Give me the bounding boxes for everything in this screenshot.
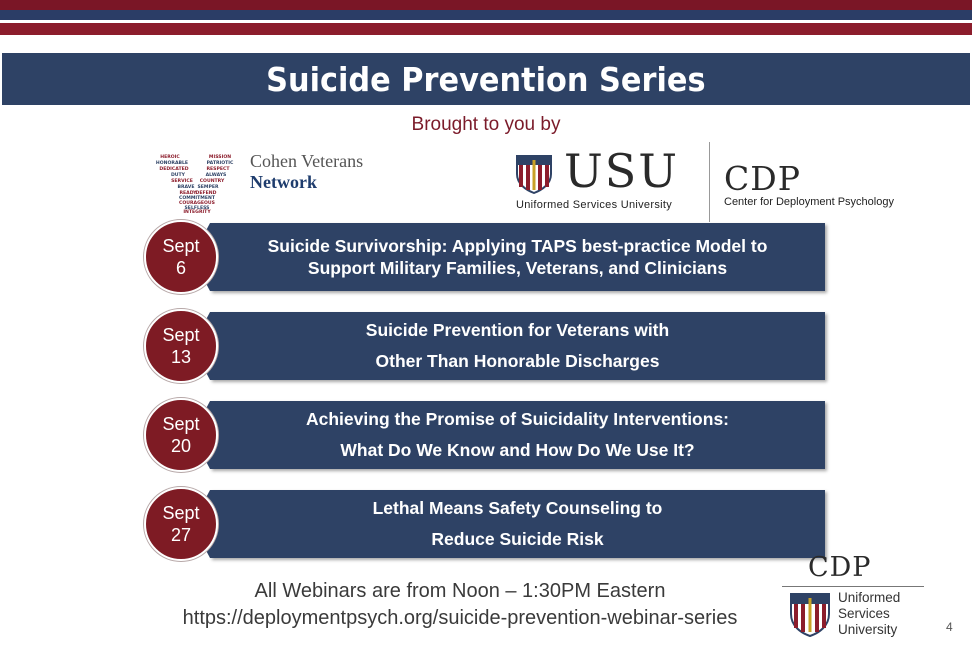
footer	[130, 578, 790, 632]
heart-word: HEROIC	[160, 155, 180, 160]
usu-subtitle: Uniformed Services University	[516, 199, 673, 211]
heart-word: RESPECT	[206, 167, 230, 172]
session-title-bar	[210, 312, 825, 380]
session-title-bar	[210, 490, 825, 558]
heart-word: COURAGEOUS	[179, 201, 215, 206]
heart-word: HONORABLE	[155, 161, 189, 166]
date-month: Sept	[162, 414, 200, 434]
heart-word: DEFEND	[195, 191, 217, 196]
date-badge	[144, 398, 218, 472]
corner-cdp-wordmark: CDP	[808, 552, 872, 583]
title-bar	[2, 53, 970, 105]
date-month: Sept	[162, 236, 200, 256]
date-day: 6	[175, 258, 186, 278]
webinar-time: All Webinars are from Noon – 1:30PM Eastern	[254, 580, 666, 602]
date-day: 27	[170, 525, 192, 545]
corner-usu-line3: University	[838, 622, 898, 637]
series-url[interactable]: https://deploymentpsych.org/suicide-prevention-webinar-series	[182, 607, 738, 629]
session-title-line1: Achieving the Promise of Suicidality Interventions:	[306, 409, 729, 429]
heart-word: MISSION	[208, 155, 232, 160]
cdp-logo	[724, 160, 894, 208]
heart-word: DUTY	[170, 173, 186, 178]
heart-word: SELFLESS	[184, 206, 210, 211]
top-stripe-red	[0, 23, 972, 35]
session-item	[140, 219, 830, 295]
date-badge	[144, 309, 218, 383]
session-title-line1: Suicide Survivorship: Applying TAPS best-practice Model to	[267, 236, 768, 256]
usu-shield-icon	[514, 154, 554, 194]
slide-title: Suicide Prevention Series	[266, 59, 706, 99]
cdp-usu-corner-logo	[782, 552, 932, 644]
heart-word: PATRIOTIC	[206, 161, 234, 166]
session-title-line1: Lethal Means Safety Counseling to	[372, 498, 663, 518]
session-title-line2: Reduce Suicide Risk	[431, 529, 604, 549]
heart-word: SERVICE	[171, 179, 193, 184]
date-badge	[144, 487, 218, 561]
cohen-veterans-network-logo	[148, 150, 398, 214]
session-item	[140, 308, 830, 384]
cdp-subtitle: Center for Deployment Psychology	[724, 196, 894, 208]
session-title-line2: Other Than Honorable Discharges	[375, 351, 660, 371]
cvn-name-line2: Network	[250, 172, 317, 192]
date-month: Sept	[162, 503, 200, 523]
heart-word-cloud-icon	[148, 150, 244, 214]
corner-rule	[782, 586, 924, 587]
session-title-line2: Support Military Families, Veterans, and Clinicians	[307, 258, 728, 278]
brought-to-you-by: Brought to you by	[411, 114, 561, 135]
heart-word: DEDICATED	[159, 167, 189, 172]
cvn-name-line1: Cohen Veterans	[250, 151, 364, 171]
heart-word: READY	[179, 191, 197, 196]
top-stripe-maroon	[0, 0, 972, 10]
page-number: 4	[946, 620, 953, 634]
cdp-wordmark: CDP	[724, 159, 801, 198]
heart-word: ALWAYS	[205, 173, 227, 178]
corner-usu-line2: Services	[838, 606, 890, 621]
heart-word: INTEGRITY	[183, 210, 211, 214]
date-month: Sept	[162, 325, 200, 345]
session-title-line2: What Do We Know and How Do We Use It?	[340, 440, 695, 460]
heart-word: BRAVE	[177, 185, 195, 190]
corner-usu-line1: Uniformed	[838, 590, 901, 605]
corner-usu-text	[838, 590, 900, 638]
usu-shield-icon	[788, 592, 832, 638]
heart-word: COUNTRY	[199, 179, 225, 184]
session-title-bar	[210, 401, 825, 469]
logo-divider	[709, 142, 710, 222]
date-day: 20	[170, 436, 192, 456]
cvn-name	[250, 151, 363, 193]
session-item	[140, 397, 830, 473]
usu-logo	[512, 144, 712, 216]
date-day: 13	[170, 347, 192, 367]
date-badge	[144, 220, 218, 294]
session-title-bar	[210, 223, 825, 291]
session-title-line1: Suicide Prevention for Veterans with	[365, 320, 670, 340]
usu-wordmark: USU	[564, 144, 680, 198]
heart-word: SEMPER	[197, 185, 219, 190]
top-stripe-navy	[0, 10, 972, 20]
heart-word: COMMITMENT	[179, 196, 215, 201]
session-item	[140, 486, 830, 562]
